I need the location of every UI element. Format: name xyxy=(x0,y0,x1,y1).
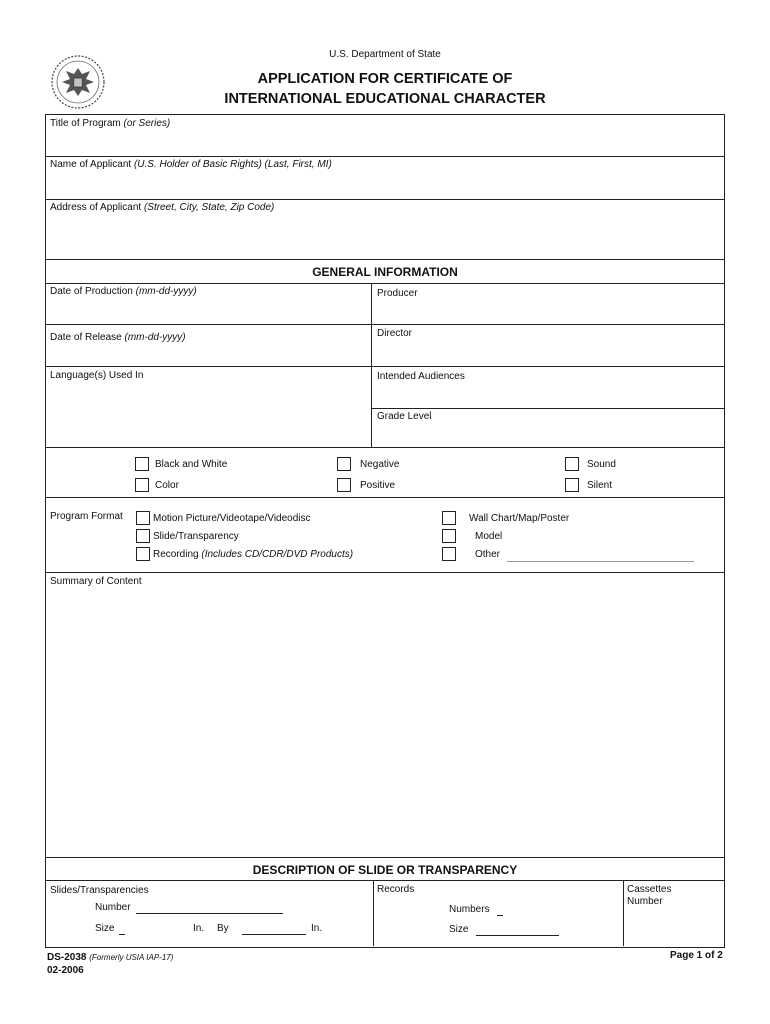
wall-chart-label: Wall Chart/Map/Poster xyxy=(469,513,570,524)
records-size-input[interactable] xyxy=(476,935,559,936)
motion-picture-label: Motion Picture/Videotape/Videodisc xyxy=(153,513,311,524)
sound-label: Sound xyxy=(587,459,616,470)
summary-label: Summary of Content xyxy=(50,576,142,587)
form-title-line2: INTERNATIONAL EDUCATIONAL CHARACTER xyxy=(224,91,546,107)
cassettes-number-input[interactable] xyxy=(624,910,722,944)
sound-checkbox[interactable] xyxy=(565,457,579,471)
other-label: Other xyxy=(475,549,501,560)
slides-by-label: By xyxy=(217,923,229,934)
negative-label: Negative xyxy=(360,459,400,470)
records-size-label: Size xyxy=(449,924,469,935)
silent-checkbox[interactable] xyxy=(565,478,579,492)
languages-label: Language(s) Used In xyxy=(50,370,144,381)
languages-input[interactable] xyxy=(46,383,370,445)
color-checkbox[interactable] xyxy=(135,478,149,492)
positive-checkbox[interactable] xyxy=(337,478,351,492)
wall-chart-checkbox[interactable] xyxy=(442,511,456,525)
intended-audiences-label: Intended Audiences xyxy=(377,371,465,382)
applicant-name-input[interactable] xyxy=(46,172,722,198)
black-white-label: Black and White xyxy=(155,459,228,470)
grade-level-label: Grade Level xyxy=(377,411,432,422)
producer-input[interactable] xyxy=(372,300,722,323)
positive-label: Positive xyxy=(360,480,396,491)
form-title-line1: APPLICATION FOR CERTIFICATE OF xyxy=(257,71,513,87)
slides-transparencies-label: Slides/Transparencies xyxy=(50,885,149,896)
director-input[interactable] xyxy=(372,340,722,365)
applicant-address-input[interactable] xyxy=(46,215,722,258)
black-white-checkbox[interactable] xyxy=(135,457,149,471)
cassettes-label: Cassettes xyxy=(627,884,672,895)
cassettes-number-label: Number xyxy=(627,896,663,907)
release-date-input[interactable] xyxy=(46,345,370,365)
form-number: DS-2038 (Formerly USIA IAP-17) xyxy=(47,952,174,963)
slides-size-label: Size xyxy=(95,923,115,934)
slide-transparency-label: Slide/Transparency xyxy=(153,531,239,542)
recording-checkbox[interactable] xyxy=(136,547,150,561)
applicant-address-label: Address of Applicant (Street, City, State, Zip Code) xyxy=(50,202,275,213)
records-numbers-input[interactable] xyxy=(497,915,503,916)
slides-in-label-1: In. xyxy=(193,923,205,934)
general-information-heading: GENERAL INFORMATION xyxy=(312,265,458,279)
page-number: Page 1 of 2 xyxy=(670,950,723,961)
production-date-input[interactable] xyxy=(46,298,370,323)
silent-label: Silent xyxy=(587,480,613,491)
release-date-label: Date of Release (mm-dd-yyyy) xyxy=(50,332,186,343)
program-title-input[interactable] xyxy=(46,130,722,155)
slides-size-input[interactable] xyxy=(119,934,125,935)
summary-input[interactable] xyxy=(46,589,722,855)
slide-description-heading: DESCRIPTION OF SLIDE OR TRANSPARENCY xyxy=(252,863,518,877)
model-checkbox[interactable] xyxy=(442,529,456,543)
director-label: Director xyxy=(377,328,413,339)
other-input-line[interactable] xyxy=(507,561,694,562)
slide-transparency-checkbox[interactable] xyxy=(136,529,150,543)
slides-by-input[interactable] xyxy=(242,934,306,935)
motion-picture-checkbox[interactable] xyxy=(136,511,150,525)
grade-level-input[interactable] xyxy=(372,423,722,445)
slides-number-label: Number xyxy=(95,902,131,913)
records-label: Records xyxy=(377,884,415,895)
form-date: 02-2006 xyxy=(47,965,84,976)
negative-checkbox[interactable] xyxy=(337,457,351,471)
intended-audiences-input[interactable] xyxy=(372,383,722,407)
color-label: Color xyxy=(155,480,179,491)
program-format-label: Program Format xyxy=(50,511,123,522)
producer-label: Producer xyxy=(377,288,418,299)
production-date-label: Date of Production (mm-dd-yyyy) xyxy=(50,286,197,297)
records-numbers-label: Numbers xyxy=(449,904,490,915)
applicant-name-label: Name of Applicant (U.S. Holder of Basic Rights) (Last, First, MI) xyxy=(50,159,332,170)
slides-in-label-2: In. xyxy=(311,923,323,934)
other-checkbox[interactable] xyxy=(442,547,456,561)
slides-number-input[interactable] xyxy=(136,913,283,914)
program-title-label: Title of Program (or Series) xyxy=(50,118,171,129)
recording-label: Recording (Includes CD/CDR/DVD Products) xyxy=(153,549,354,560)
model-label: Model xyxy=(475,531,503,542)
department-name: U.S. Department of State xyxy=(329,49,441,60)
